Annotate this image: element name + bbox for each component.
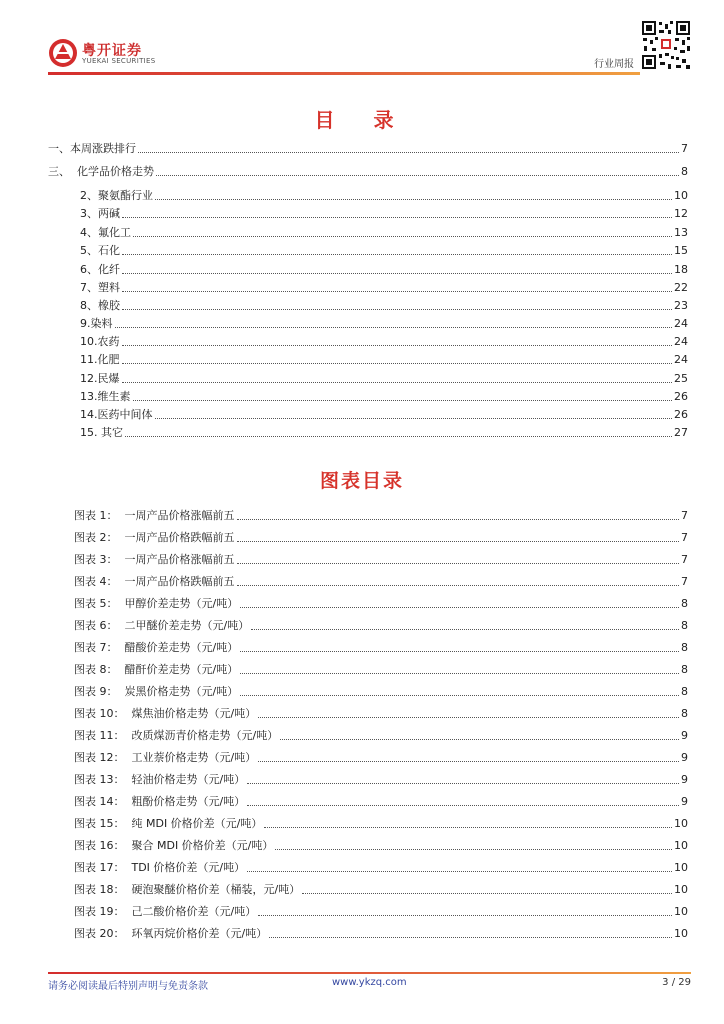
chart-toc-entry-label: 图表 4： 一周产品价格跌幅前五 bbox=[74, 575, 235, 588]
toc-entry[interactable] bbox=[80, 262, 688, 277]
footer-disclaimer-link[interactable]: 请务必阅读最后特别声明与免责条款 bbox=[48, 981, 208, 992]
chart-toc-dot-leader bbox=[247, 871, 672, 872]
chart-toc-dot-leader bbox=[280, 739, 679, 740]
brand-name-english: YUEKAI SECURITIES bbox=[82, 57, 156, 65]
toc-dot-leader bbox=[122, 363, 673, 364]
chart-toc-entry[interactable] bbox=[74, 794, 688, 809]
chart-toc-entry-page: 8 bbox=[681, 641, 688, 654]
chart-toc-entry[interactable] bbox=[74, 816, 688, 831]
toc-entry[interactable] bbox=[80, 389, 688, 404]
chart-toc-entry-label: 图表 7： 醋酸价差走势（元/吨） bbox=[74, 641, 239, 654]
chart-toc-entry-label: 图表 16： 聚合 MDI 价格价差（元/吨） bbox=[74, 839, 274, 852]
chart-toc-entry-page: 10 bbox=[674, 883, 688, 896]
chart-toc-entry-label: 图表 17： TDI 价格价差（元/吨） bbox=[74, 861, 246, 874]
toc-entry-page: 27 bbox=[674, 426, 688, 439]
chart-toc-entry[interactable] bbox=[74, 684, 688, 699]
chart-toc-dot-leader bbox=[237, 585, 680, 586]
chart-toc-entry[interactable] bbox=[74, 772, 688, 787]
chart-toc-entry-page: 8 bbox=[681, 707, 688, 720]
toc-entry-page: 23 bbox=[674, 299, 688, 312]
toc-entry-page: 24 bbox=[674, 353, 688, 366]
toc-entry-label: 2、聚氨酯行业 bbox=[80, 189, 153, 202]
header-divider bbox=[48, 72, 640, 75]
chart-toc-entry-label: 图表 1： 一周产品价格涨幅前五 bbox=[74, 509, 235, 522]
chart-toc-entry[interactable] bbox=[74, 574, 688, 589]
toc-entry[interactable] bbox=[80, 243, 688, 258]
toc-entry-label: 12.民爆 bbox=[80, 372, 120, 385]
toc-entry-label: 5、石化 bbox=[80, 244, 120, 257]
chart-toc-dot-leader bbox=[269, 937, 672, 938]
chart-toc-entry-page: 10 bbox=[674, 861, 688, 874]
chart-toc-entry-page: 8 bbox=[681, 663, 688, 676]
toc-dot-leader bbox=[138, 152, 679, 153]
toc-entry[interactable] bbox=[80, 188, 688, 203]
toc-entry-label: 6、化纤 bbox=[80, 263, 120, 276]
chart-toc-entry-label: 图表 15： 纯 MDI 价格价差（元/吨） bbox=[74, 817, 263, 830]
charts-toc-title: 图表目录 bbox=[319, 470, 404, 492]
toc-dot-leader bbox=[115, 327, 673, 328]
toc-entry-page: 12 bbox=[674, 207, 688, 220]
toc-dot-leader bbox=[125, 436, 672, 437]
chart-toc-entry-page: 7 bbox=[681, 553, 688, 566]
toc-entry-page: 18 bbox=[674, 263, 688, 276]
chart-toc-dot-leader bbox=[247, 783, 679, 784]
chart-toc-dot-leader bbox=[237, 519, 680, 520]
chart-toc-dot-leader bbox=[258, 717, 679, 718]
chart-toc-dot-leader bbox=[251, 629, 679, 630]
chart-toc-entry-page: 8 bbox=[681, 597, 688, 610]
toc-entry[interactable] bbox=[48, 164, 688, 179]
chart-toc-entry-label: 图表 19： 己二酸价格价差（元/吨） bbox=[74, 905, 257, 918]
toc-entry-label: 4、氟化工 bbox=[80, 226, 131, 239]
chart-toc-dot-leader bbox=[302, 893, 672, 894]
chart-toc-entry-page: 10 bbox=[674, 905, 688, 918]
chart-toc-entry-label: 图表 10： 煤焦油价格走势（元/吨） bbox=[74, 707, 257, 720]
chart-toc-dot-leader bbox=[247, 805, 679, 806]
chart-toc-dot-leader bbox=[258, 915, 672, 916]
chart-toc-entry-label: 图表 14： 粗酚价格走势（元/吨） bbox=[74, 795, 246, 808]
chart-toc-entry[interactable] bbox=[74, 860, 688, 875]
toc-entry-page: 13 bbox=[674, 226, 688, 239]
chart-toc-entry[interactable] bbox=[74, 838, 688, 853]
chart-toc-entry-page: 7 bbox=[681, 531, 688, 544]
chart-toc-entry[interactable] bbox=[74, 640, 688, 655]
toc-entry-label: 三、 化学品价格走势 bbox=[48, 165, 154, 178]
toc-entry[interactable] bbox=[80, 407, 688, 422]
toc-entry-label: 一、本周涨跌排行 bbox=[48, 142, 136, 155]
chart-toc-dot-leader bbox=[240, 695, 679, 696]
chart-toc-dot-leader bbox=[237, 563, 680, 564]
toc-entry-page: 26 bbox=[674, 390, 688, 403]
chart-toc-dot-leader bbox=[237, 541, 680, 542]
chart-toc-entry[interactable] bbox=[74, 530, 688, 545]
footer-divider bbox=[48, 972, 691, 974]
chart-toc-entry-page: 9 bbox=[681, 795, 688, 808]
chart-toc-entry-page: 9 bbox=[681, 729, 688, 742]
chart-toc-entry[interactable] bbox=[74, 552, 688, 567]
chart-toc-entry-page: 10 bbox=[674, 817, 688, 830]
toc-entry-page: 24 bbox=[674, 335, 688, 348]
toc-dot-leader bbox=[155, 199, 672, 200]
chart-toc-entry-label: 图表 2： 一周产品价格跌幅前五 bbox=[74, 531, 235, 544]
chart-toc-entry-page: 10 bbox=[674, 927, 688, 940]
qr-code-icon bbox=[641, 20, 691, 70]
toc-entry-page: 26 bbox=[674, 408, 688, 421]
chart-toc-entry-page: 9 bbox=[681, 773, 688, 786]
chart-toc-entry[interactable] bbox=[74, 750, 688, 765]
chart-toc-dot-leader bbox=[275, 849, 672, 850]
chart-toc-entry-label: 图表 13： 轻油价格走势（元/吨） bbox=[74, 773, 246, 786]
toc-entry-page: 25 bbox=[674, 372, 688, 385]
toc-dot-leader bbox=[122, 254, 672, 255]
toc-dot-leader bbox=[155, 418, 673, 419]
chart-toc-entry-label: 图表 20： 环氧丙烷价格价差（元/吨） bbox=[74, 927, 268, 940]
toc-entry-label: 10.农药 bbox=[80, 335, 120, 348]
toc-entry-page: 15 bbox=[674, 244, 688, 257]
chart-toc-entry-label: 图表 6： 二甲醚价差走势（元/吨） bbox=[74, 619, 250, 632]
chart-toc-entry-label: 图表 9： 炭黑价格走势（元/吨） bbox=[74, 685, 239, 698]
chart-toc-entry[interactable] bbox=[74, 882, 688, 897]
chart-toc-entry-label: 图表 5： 甲醇价差走势（元/吨） bbox=[74, 597, 239, 610]
chart-toc-entry[interactable] bbox=[74, 618, 688, 633]
chart-toc-entry-page: 8 bbox=[681, 685, 688, 698]
toc-dot-leader bbox=[122, 291, 672, 292]
chart-toc-dot-leader bbox=[264, 827, 672, 828]
toc-entry[interactable] bbox=[80, 352, 688, 367]
chart-toc-entry-label: 图表 11： 改质煤沥青价格走势（元/吨） bbox=[74, 729, 279, 742]
chart-toc-entry-page: 10 bbox=[674, 839, 688, 852]
toc-entry-label: 15. 其它 bbox=[80, 426, 123, 439]
toc-entry[interactable] bbox=[80, 298, 688, 313]
chart-toc-dot-leader bbox=[240, 607, 679, 608]
chart-toc-entry[interactable] bbox=[74, 596, 688, 611]
toc-dot-leader bbox=[122, 382, 673, 383]
chart-toc-entry[interactable] bbox=[74, 904, 688, 919]
chart-toc-entry-label: 图表 3： 一周产品价格涨幅前五 bbox=[74, 553, 235, 566]
toc-entry-page: 22 bbox=[674, 281, 688, 294]
toc-entry[interactable] bbox=[80, 371, 688, 386]
toc-dot-leader bbox=[156, 175, 679, 176]
chart-toc-dot-leader bbox=[240, 651, 679, 652]
chart-toc-entry-page: 9 bbox=[681, 751, 688, 764]
chart-toc-entry[interactable] bbox=[74, 662, 688, 677]
toc-dot-leader bbox=[133, 400, 673, 401]
brand-name: 粤开证券 bbox=[82, 43, 142, 59]
page-header bbox=[0, 0, 724, 80]
chart-toc-entry[interactable] bbox=[74, 508, 688, 523]
chart-toc-dot-leader bbox=[258, 761, 679, 762]
report-type: 行业周报 bbox=[594, 59, 634, 70]
toc-entry-label: 13.维生素 bbox=[80, 390, 131, 403]
toc-entry-label: 7、塑料 bbox=[80, 281, 120, 294]
toc-entry[interactable] bbox=[80, 206, 688, 221]
chart-toc-entry[interactable] bbox=[74, 926, 688, 941]
toc-entry-page: 7 bbox=[681, 142, 688, 155]
toc-entry[interactable] bbox=[80, 280, 688, 295]
chart-toc-entry[interactable] bbox=[74, 728, 688, 743]
toc-entry[interactable] bbox=[80, 334, 688, 349]
chart-toc-dot-leader bbox=[240, 673, 679, 674]
chart-toc-entry-label: 图表 8： 醋酐价差走势（元/吨） bbox=[74, 663, 239, 676]
page-number: 3 / 29 bbox=[662, 977, 691, 988]
toc-entry-label: 14.医药中间体 bbox=[80, 408, 153, 421]
chart-toc-entry-page: 7 bbox=[681, 509, 688, 522]
yuekai-logo-icon bbox=[48, 38, 78, 68]
chart-toc-entry-label: 图表 18： 硬泡聚醚价格价差（桶装，元/吨） bbox=[74, 883, 301, 896]
chart-toc-entry-label: 图表 12： 工业萘价格走势（元/吨） bbox=[74, 751, 257, 764]
toc-dot-leader bbox=[133, 236, 672, 237]
chart-toc-entry-page: 8 bbox=[681, 619, 688, 632]
toc-entry-label: 11.化肥 bbox=[80, 353, 120, 366]
toc-entry-page: 8 bbox=[681, 165, 688, 178]
footer-website-link[interactable]: www.ykzq.com bbox=[332, 977, 407, 988]
toc-entry-page: 10 bbox=[674, 189, 688, 202]
chart-toc-entry-page: 7 bbox=[681, 575, 688, 588]
toc-entry-label: 3、两碱 bbox=[80, 207, 120, 220]
toc-entry[interactable] bbox=[48, 141, 688, 156]
toc-dot-leader bbox=[122, 273, 672, 274]
toc-dot-leader bbox=[122, 217, 672, 218]
toc-dot-leader bbox=[122, 345, 673, 346]
toc-title: 目 录 bbox=[314, 108, 410, 132]
toc-entry[interactable] bbox=[80, 316, 688, 331]
toc-entry[interactable] bbox=[80, 425, 688, 440]
chart-toc-entry[interactable] bbox=[74, 706, 688, 721]
toc-entry-label: 8、橡胶 bbox=[80, 299, 120, 312]
toc-entry-label: 9.染料 bbox=[80, 317, 113, 330]
toc-dot-leader bbox=[122, 309, 672, 310]
toc-entry[interactable] bbox=[80, 225, 688, 240]
toc-entry-page: 24 bbox=[674, 317, 688, 330]
